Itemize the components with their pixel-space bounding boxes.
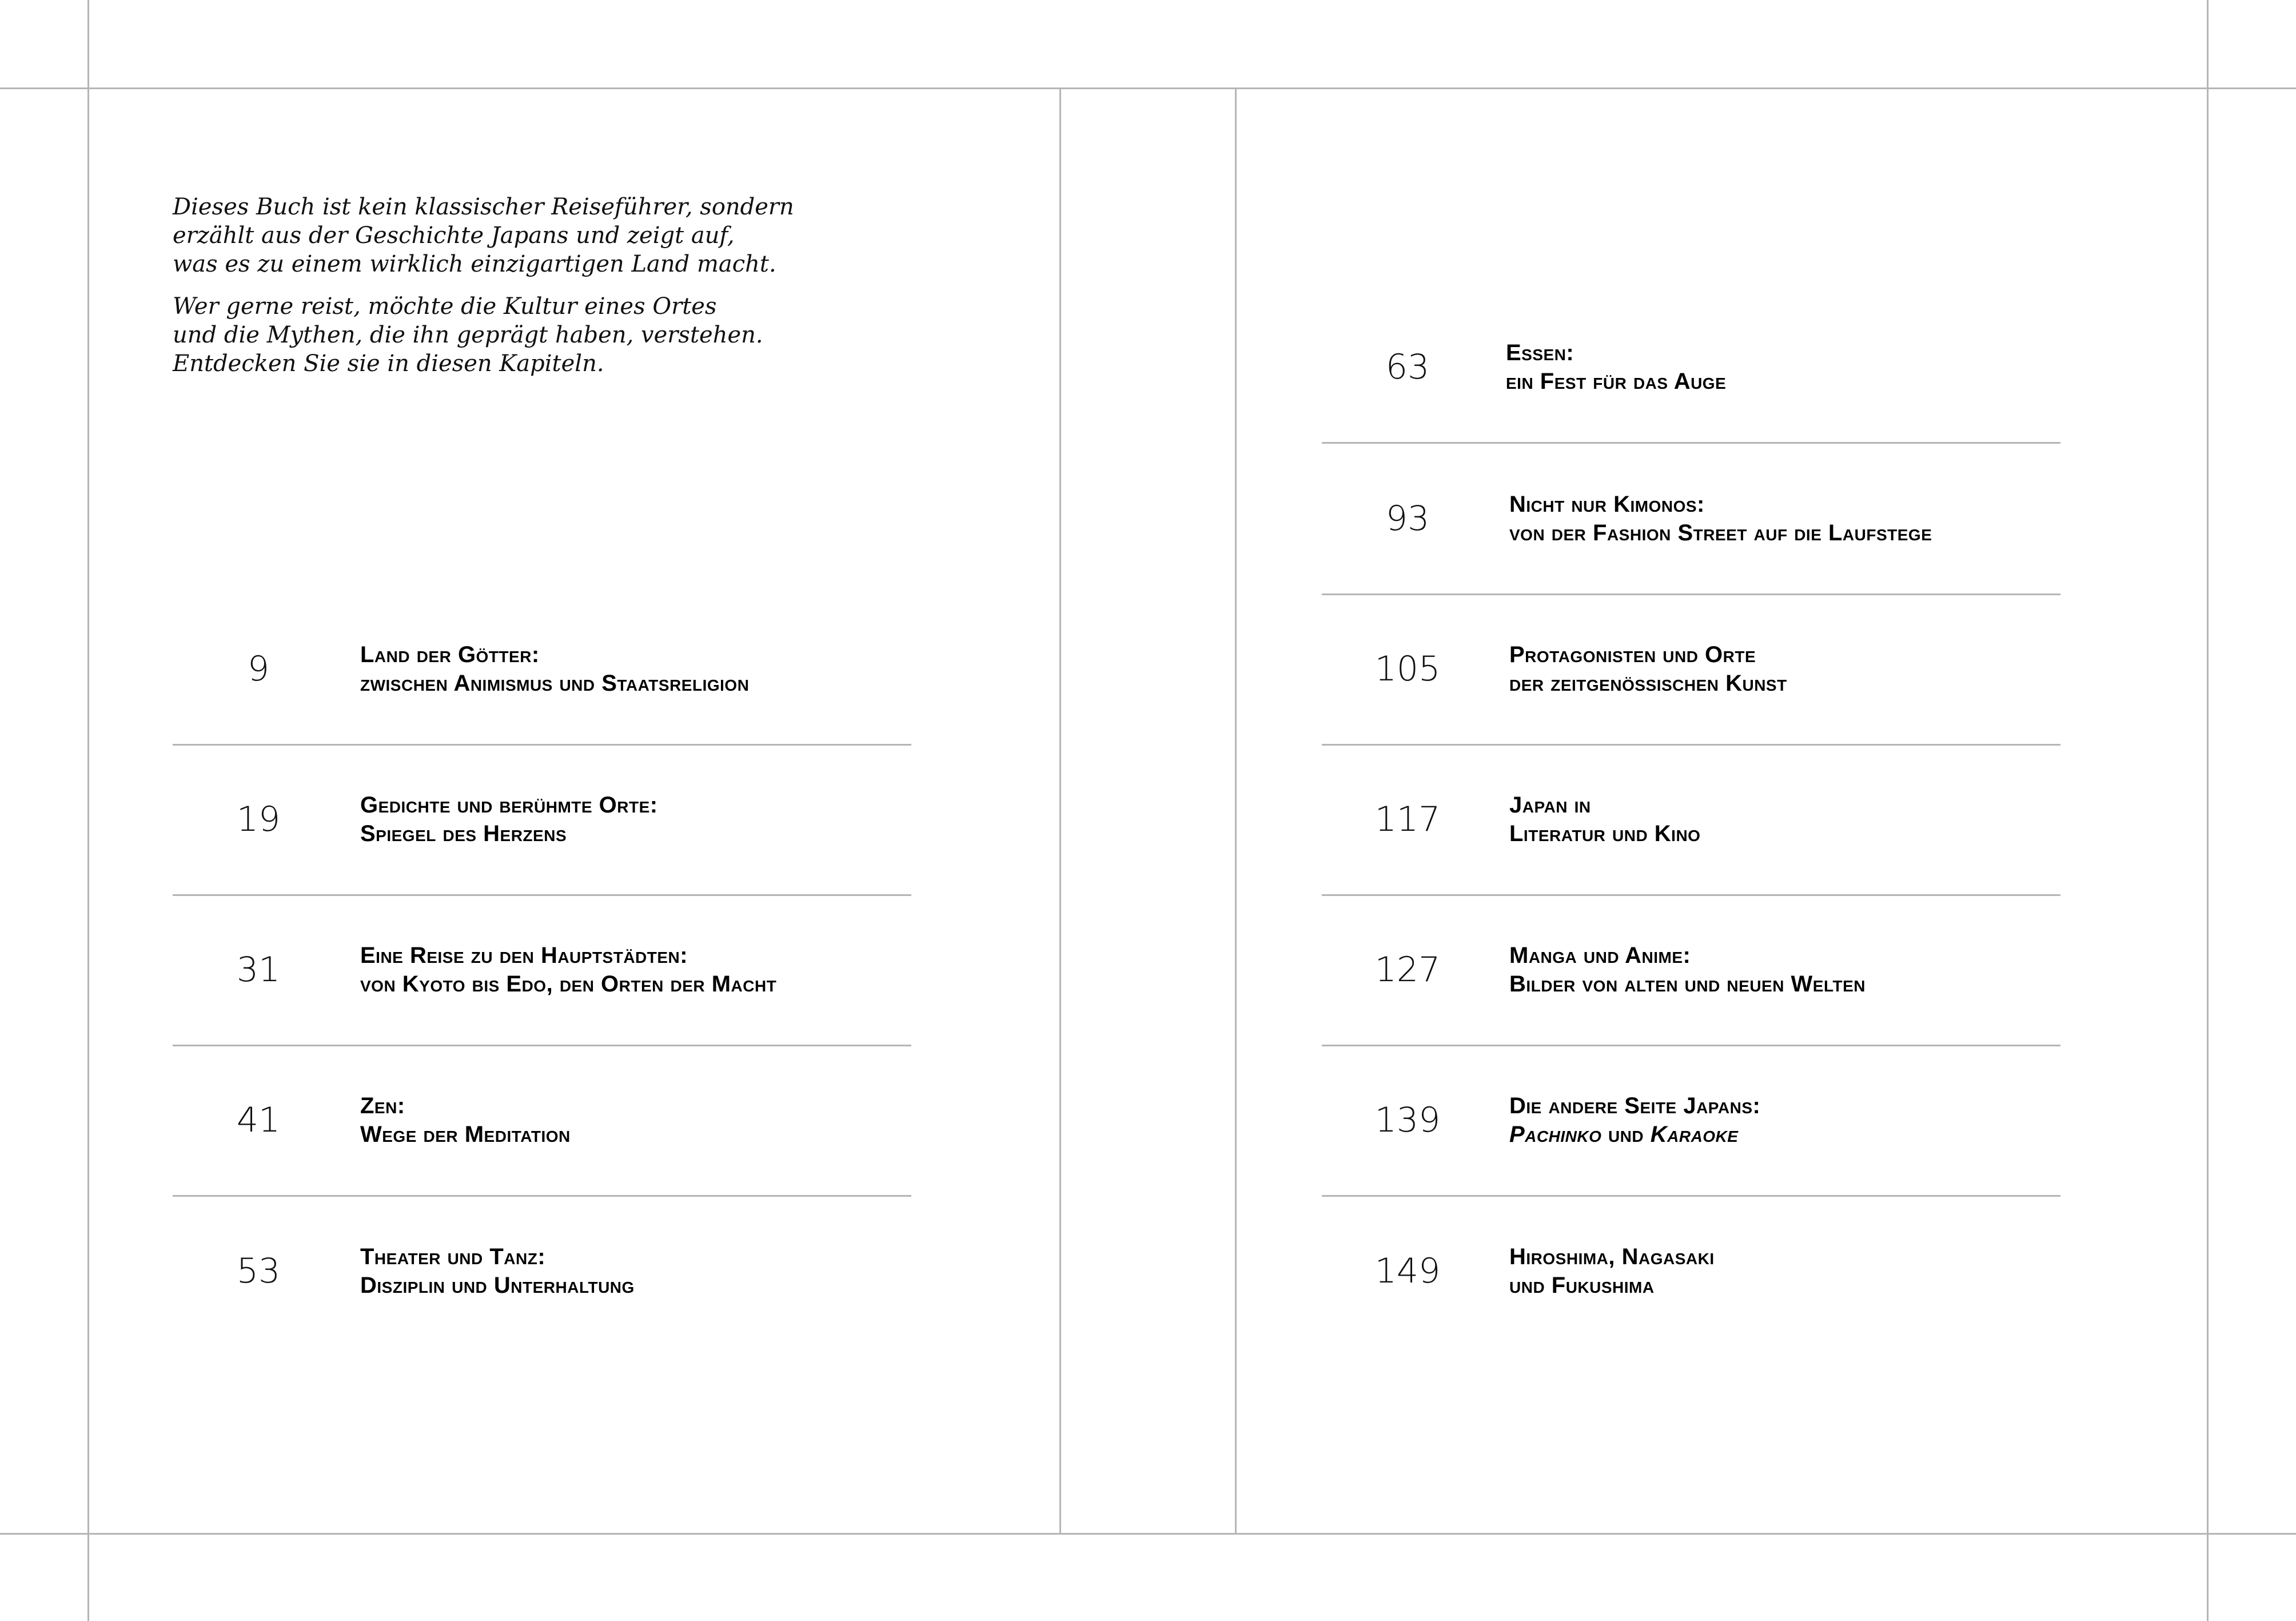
toc-page-number: 149 — [1374, 1250, 1441, 1291]
toc-chapter-title — [1509, 443, 1932, 594]
gutter-left-line — [1059, 87, 1061, 1534]
toc-entry[interactable] — [173, 1195, 911, 1347]
toc-title-line1: Hiroshima, Nagasaki — [1509, 1244, 1715, 1269]
toc-page-number: 53 — [236, 1250, 281, 1291]
toc-title-line2: Literatur und Kino — [1509, 821, 1701, 846]
toc-entry[interactable] — [1322, 594, 2060, 746]
intro-line: und die Mythen, die ihn geprägt haben, verstehen. — [173, 322, 763, 348]
toc-entry[interactable] — [1322, 1045, 2060, 1197]
intro-line: was es zu einem wirklich einzigartigen Land macht. — [173, 251, 776, 277]
toc-title-line2: Spiegel des Herzens — [360, 821, 567, 846]
toc-chapter-title — [360, 894, 776, 1045]
toc-title-line2: von der Fashion Street auf die Laufstege — [1509, 520, 1932, 545]
toc-title-line1: Japan in — [1509, 792, 1591, 818]
left-guide-line — [87, 0, 89, 1621]
toc-entry[interactable] — [1322, 894, 2060, 1046]
toc-chapter-title — [360, 1045, 571, 1195]
right-guide-line — [2207, 0, 2209, 1621]
toc-title-line2: von Kyoto bis Edo, den Orten der Macht — [360, 971, 777, 997]
toc-page-number: 117 — [1374, 799, 1441, 839]
toc-entry[interactable] — [1322, 443, 2060, 595]
toc-title-line1: Gedichte und berühmte Orte: — [360, 792, 658, 818]
toc-chapter-title — [1506, 292, 1726, 442]
toc-page-number: 41 — [236, 1100, 281, 1140]
toc-entry[interactable] — [1322, 1195, 2060, 1347]
intro-line: Entdecken Sie sie in diesen Kapiteln. — [173, 351, 604, 377]
toc-title-line1: Eine Reise zu den Hauptstädten: — [360, 942, 688, 968]
toc-entry[interactable] — [1322, 744, 2060, 896]
toc-title-line2: Disziplin und Unterhaltung — [360, 1272, 635, 1298]
toc-chapter-title — [360, 594, 749, 744]
toc-title-line2: der zeitgenössischen Kunst — [1509, 670, 1787, 696]
toc-page-number: 19 — [236, 799, 281, 839]
toc-page-number: 127 — [1374, 949, 1441, 990]
toc-title-line2: Wege der Meditation — [360, 1121, 571, 1147]
toc-chapter-title — [1509, 894, 1866, 1045]
toc-entry[interactable] — [1322, 292, 2060, 444]
toc-page-number: 105 — [1374, 648, 1441, 689]
toc-chapter-title — [360, 1195, 635, 1347]
toc-page-number: 139 — [1374, 1100, 1441, 1140]
intro-paragraph — [173, 193, 859, 278]
toc-chapter-title — [1509, 744, 1700, 894]
intro-paragraph — [173, 292, 859, 378]
bottom-guide-line — [0, 1533, 2296, 1535]
toc-chapter-title — [360, 744, 658, 894]
toc-title-italic: Karaoke — [1650, 1121, 1739, 1147]
intro-line: Dieses Buch ist kein klassischer Reiseführer, sondern — [173, 194, 794, 220]
toc-title-line2: ein Fest für das Auge — [1506, 368, 1727, 394]
toc-chapter-title — [1509, 594, 1787, 744]
toc-title-line1: Zen: — [360, 1093, 405, 1118]
toc-entry[interactable] — [173, 894, 911, 1046]
toc-title-italic: Pachinko — [1509, 1121, 1602, 1147]
toc-page-number: 63 — [1385, 346, 1430, 387]
toc-title-line1: Protagonisten und Orte — [1509, 642, 1756, 667]
toc-title-line2: und Fukushima — [1509, 1272, 1655, 1298]
gutter-right-line — [1235, 87, 1237, 1534]
toc-page-number: 31 — [236, 949, 281, 990]
toc-title-line1: Manga und Anime: — [1509, 942, 1691, 968]
toc-page-number: 9 — [247, 648, 270, 689]
toc-title-connector: und — [1601, 1121, 1651, 1147]
toc-title-line1: Land der Götter: — [360, 642, 540, 667]
toc-entry[interactable] — [173, 1045, 911, 1197]
toc-chapter-title — [1509, 1045, 1760, 1195]
intro-line: Wer gerne reist, möchte die Kultur eines Ortes — [173, 293, 717, 320]
toc-title-line1: Theater und Tanz: — [360, 1244, 546, 1269]
toc-title-line2: zwischen Animismus und Staatsreligion — [360, 670, 750, 696]
toc-title-line1: Nicht nur Kimonos: — [1509, 491, 1705, 517]
toc-title-line1: Die andere Seite Japans: — [1509, 1093, 1761, 1118]
toc-chapter-title — [1509, 1195, 1715, 1347]
toc-title-line2: Bilder von alten und neuen Welten — [1509, 971, 1866, 997]
top-guide-line — [0, 87, 2296, 89]
toc-entry[interactable] — [173, 744, 911, 896]
intro-text — [173, 193, 859, 392]
toc-title-line1: Essen: — [1506, 340, 1574, 365]
toc-page-number: 93 — [1385, 498, 1430, 539]
intro-line: erzählt aus der Geschichte Japans und zeigt auf, — [173, 222, 735, 249]
toc-title-line2 — [1509, 1120, 1760, 1149]
toc-entry[interactable] — [173, 594, 911, 746]
